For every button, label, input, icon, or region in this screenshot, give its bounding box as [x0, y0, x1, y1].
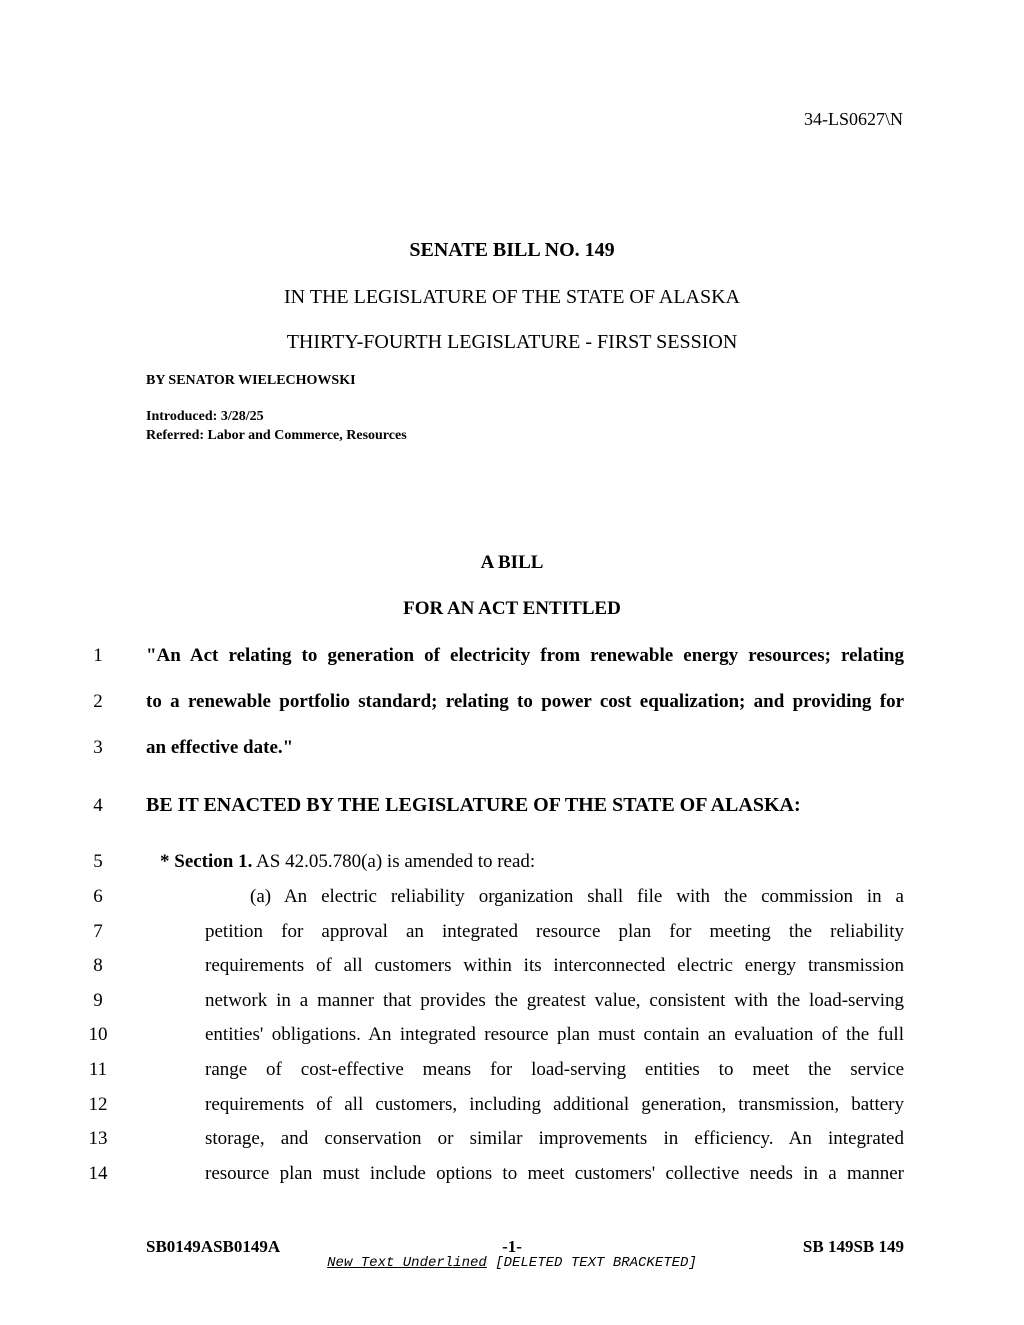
- body-line: requirements of all customers, including additional generation, transmission, battery: [205, 1094, 904, 1115]
- line-number: 13: [88, 1128, 108, 1149]
- line-number: 3: [93, 737, 103, 758]
- section-line: [160, 851, 535, 873]
- footer-bill-code: SB0149ASB0149A: [146, 1237, 281, 1256]
- sponsor: BY SENATOR WIELECHOWSKI: [146, 373, 356, 388]
- line-number: 2: [93, 691, 103, 712]
- body-line: resource plan must include options to meet customers' collective needs in a manner: [205, 1163, 904, 1184]
- section-text: AS 42.05.780(a) is amended to read:: [252, 851, 536, 872]
- a-bill-heading: A BILL: [480, 552, 544, 573]
- line-number: 8: [93, 955, 103, 976]
- formatting-legend: [0, 1255, 1024, 1271]
- enacting-clause: BE IT ENACTED BY THE LEGISLATURE OF THE STATE OF ALASKA:: [146, 794, 801, 816]
- referred-committees: Labor and Commerce, Resources: [207, 428, 407, 443]
- legend-bracketed: [DELETED TEXT BRACKETED]: [495, 1255, 697, 1271]
- line-number: 14: [88, 1163, 108, 1184]
- bill-title: SENATE BILL NO. 149: [409, 239, 615, 261]
- introduced-date: 3/28/25: [220, 409, 264, 424]
- introduced-line: [146, 409, 264, 425]
- session-heading: THIRTY-FOURTH LEGISLATURE - FIRST SESSION: [286, 331, 738, 353]
- body-line: requirements of all customers within its interconnected electric energy transmission: [205, 955, 904, 976]
- body-line: range of cost-effective means for load-serving entities to meet the service: [205, 1059, 904, 1080]
- line-number: 10: [88, 1024, 108, 1045]
- document-id: 34-LS0627\N: [804, 109, 903, 129]
- section-label: * Section 1.: [160, 851, 253, 872]
- title-line: to a renewable portfolio standard; relating to power cost equalization; and providing for: [146, 691, 904, 712]
- footer-bill-number: SB 149SB 149: [802, 1237, 904, 1256]
- line-number: 4: [93, 795, 103, 816]
- line-number: 9: [93, 990, 103, 1011]
- page-number: -1-: [502, 1237, 522, 1256]
- act-entitled-heading: FOR AN ACT ENTITLED: [403, 598, 621, 619]
- referred-label: Referred:: [146, 428, 205, 443]
- body-line: network in a manner that provides the greatest value, consistent with the load-serving: [205, 990, 904, 1011]
- line-number: 11: [88, 1059, 108, 1080]
- title-line: "An Act relating to generation of electricity from renewable energy resources; relating: [146, 645, 904, 666]
- title-line: an effective date.": [146, 737, 294, 758]
- line-number: 1: [93, 645, 103, 666]
- referred-line: [146, 428, 407, 444]
- line-number: 12: [88, 1094, 108, 1115]
- body-line: entities' obligations. An integrated resource plan must contain an evaluation of the full: [205, 1024, 904, 1045]
- body-line: storage, and conservation or similar improvements in efficiency. An integrated: [205, 1128, 904, 1149]
- introduced-label: Introduced:: [146, 409, 218, 424]
- legend-underlined: New Text Underlined: [327, 1255, 487, 1271]
- line-number: 5: [93, 851, 103, 872]
- body-line: (a) An electric reliability organization shall file with the commission in a: [250, 886, 904, 907]
- line-number: 7: [93, 921, 103, 942]
- legislature-heading: IN THE LEGISLATURE OF THE STATE OF ALASKA: [284, 286, 740, 308]
- line-number: 6: [93, 886, 103, 907]
- body-line: petition for approval an integrated resource plan for meeting the reliability: [205, 921, 904, 942]
